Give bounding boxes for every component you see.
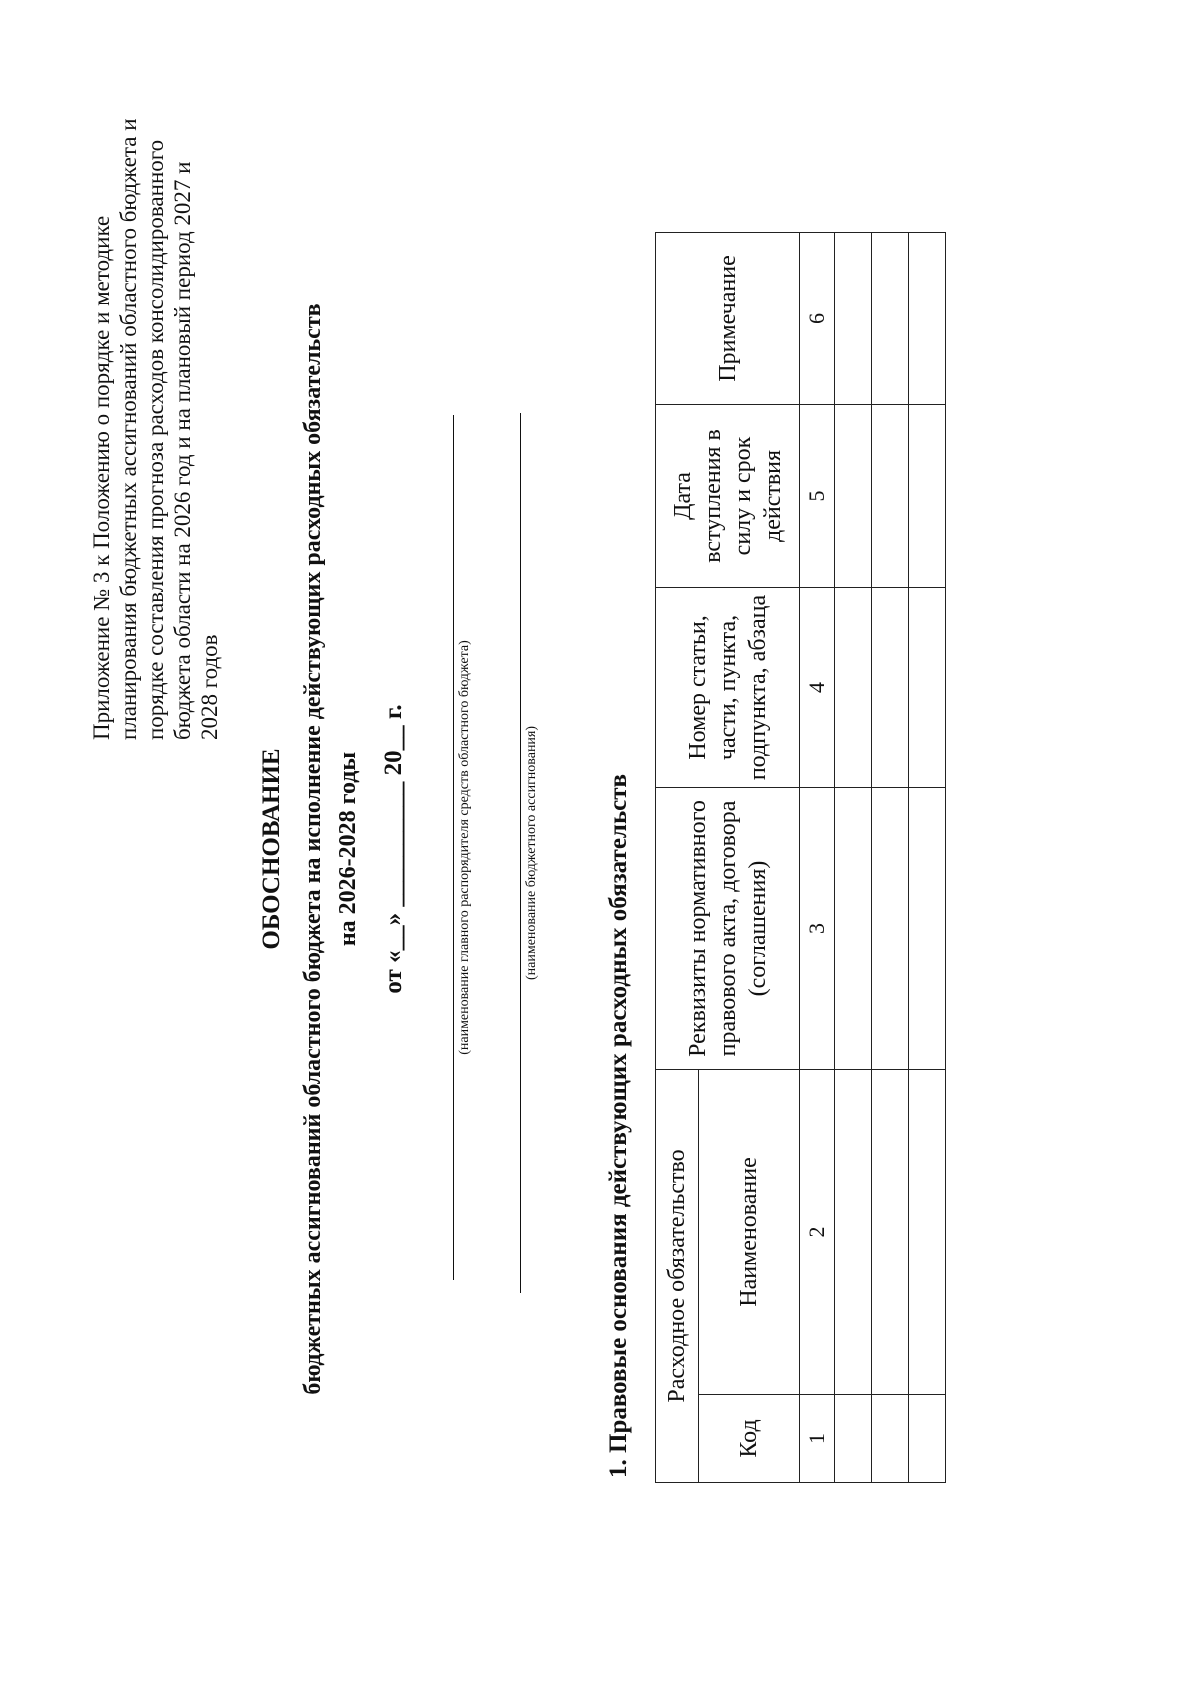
section-heading: 1. Правовые основания действующих расходных обязательств: [605, 773, 632, 1478]
document-date: от «__» __________ 20__ г.: [380, 704, 407, 994]
table-cell: [835, 787, 872, 1069]
table-cell: [835, 232, 872, 404]
requisites-header: Реквизиты нормативного правового акта, договора (соглашения): [656, 787, 800, 1069]
table-cell: [909, 587, 946, 787]
table-cell: [909, 232, 946, 404]
table-header-row: [656, 232, 699, 1482]
note-header: Примечание: [656, 232, 800, 404]
column-number: 2: [800, 1069, 835, 1394]
column-number: 5: [800, 404, 835, 587]
table-cell: [835, 587, 872, 787]
document-subtitle: бюджетных ассигнований областного бюджета на исполнение действующих расходных обязательств: [300, 303, 326, 1395]
table-cell: [872, 1395, 909, 1483]
column-number: 3: [800, 787, 835, 1069]
column-number: 1: [800, 1395, 835, 1483]
table-row: [909, 232, 946, 1482]
allocation-line: [520, 413, 521, 1293]
table-cell: [909, 1395, 946, 1483]
table-row: [872, 232, 909, 1482]
obligation-group-header: Расходное обязательство: [656, 1069, 699, 1482]
table-cell: [872, 787, 909, 1069]
name-header: Наименование: [699, 1069, 800, 1394]
column-number: 4: [800, 587, 835, 787]
table-cell: [835, 1395, 872, 1483]
column-number: 6: [800, 232, 835, 404]
legal-basis-table: [655, 232, 946, 1483]
allocation-caption: (наименование бюджетного ассигнования): [524, 725, 539, 981]
table-cell: [872, 404, 909, 587]
table-cell: [872, 232, 909, 404]
table-cell: [835, 1069, 872, 1394]
document-period: на 2026-2028 годы: [335, 751, 361, 947]
table-cell: [835, 404, 872, 587]
table-cell: [872, 587, 909, 787]
distributor-caption: (наименование главного распорядителя средств областного бюджета): [457, 640, 472, 1055]
table-cell: [909, 787, 946, 1069]
distributor-line: [453, 415, 454, 1280]
column-number-row: [800, 232, 835, 1482]
article-header: Номер статьи, части, пункта, подпункта, абзаца: [656, 587, 800, 787]
appendix-note: Приложение № 3 к Положению о порядке и методике планирования бюджетных ассигнований областного бюджета и порядке составления прогноза расходов консолидированного бюджета области на 2026 год и на плановый период 2027 и 2028 годов: [89, 118, 222, 740]
document-title: ОБОСНОВАНИЕ: [258, 748, 285, 950]
table-cell: [909, 404, 946, 587]
date-header: Дата вступления в силу и срок действия: [656, 404, 800, 587]
table-row: [835, 232, 872, 1482]
table-cell: [909, 1069, 946, 1394]
table-cell: [872, 1069, 909, 1394]
code-header: Код: [699, 1395, 800, 1483]
